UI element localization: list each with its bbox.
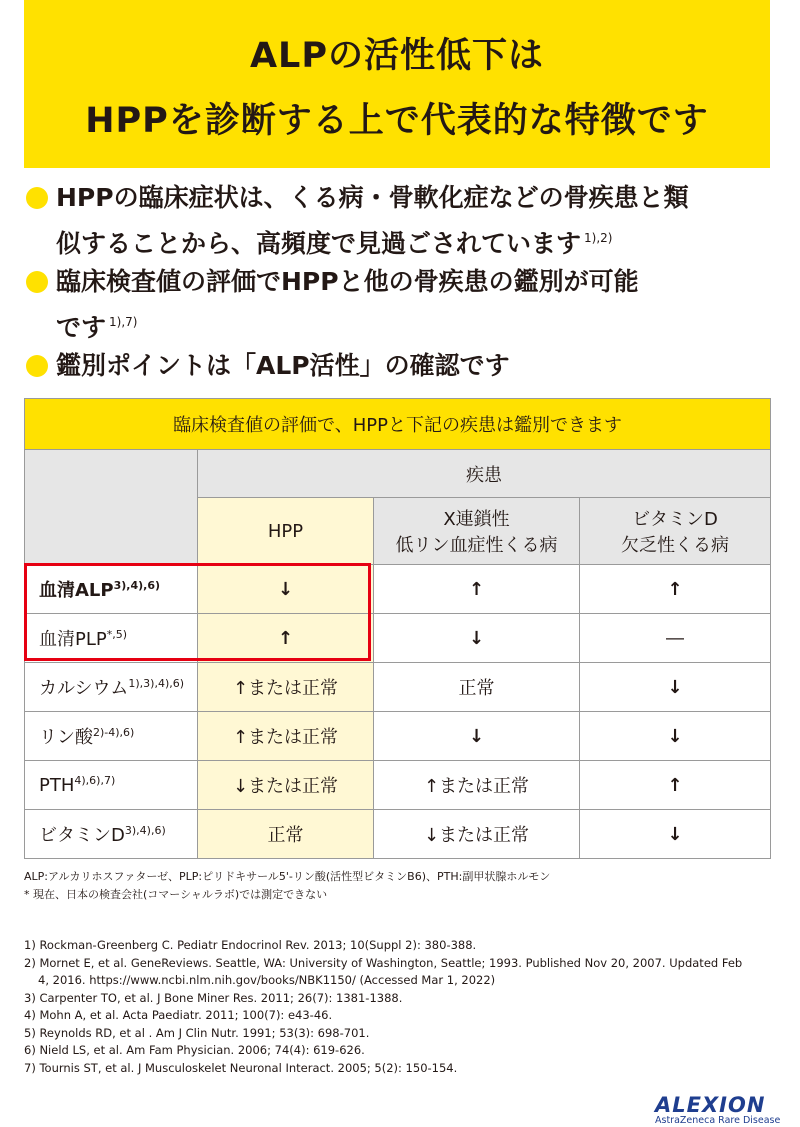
highlight-box	[24, 563, 371, 661]
bullet-dot-icon	[26, 187, 48, 209]
asterisk-note: * 現在、日本の検査会社(コマーシャルラボ)では測定できない	[24, 888, 328, 901]
title-line-2: HPPを診断する上で代表的な特徴です	[85, 101, 709, 141]
table-cell: ↑	[198, 614, 374, 663]
table-cell: ↓	[580, 810, 771, 859]
group-header: 疾患	[198, 450, 771, 498]
row-label: リン酸$^{2)-4),6)}$	[25, 712, 198, 761]
table-row	[25, 712, 771, 761]
table-cell: ↓	[580, 712, 771, 761]
table-cell: ↑または正常	[374, 761, 580, 810]
table-cell: ↑または正常	[198, 663, 374, 712]
table-cell: ↑または正常	[198, 712, 374, 761]
table-cell: ↓または正常	[374, 810, 580, 859]
bullet-dot-icon	[26, 271, 48, 293]
table-row	[25, 761, 771, 810]
column-header-vitd: ビタミンD 欠乏性くる病	[580, 498, 771, 565]
table-cell: ↓	[198, 565, 374, 614]
reference-list	[24, 937, 784, 1077]
table-cell: ↑	[374, 565, 580, 614]
row-label: 血清$PLP^{*,5)}$	[25, 614, 198, 663]
reference-item: 4) Mohn A, et al. Acta Paediatr. 2011; 100(7): e43-46.	[24, 1008, 333, 1022]
table-cell: 正常	[374, 663, 580, 712]
table-row	[25, 810, 771, 859]
row-label: 血清$ALP^{3),4),6)}$	[25, 565, 198, 614]
table-cell: 正常	[198, 810, 374, 859]
bullet-dot-icon	[26, 355, 48, 377]
reference-item: 1) Rockman-Greenberg C. Pediatr Endocrinol Rev. 2013; 10(Suppl 2): 380-388.	[24, 938, 477, 952]
title-line-1: ALPの活性低下は	[249, 36, 545, 76]
reference-item: 3) Carpenter TO, et al. J Bone Miner Res. 2011; 26(7): 1381-1388.	[24, 990, 403, 1005]
table-cell: ↓	[374, 712, 580, 761]
reference-item: 4, 2016. https://www.ncbi.nlm.nih.gov/books/NBK1150/ (Accessed Mar 1, 2022)	[38, 973, 496, 987]
row-label: カルシウム$^{1),3),4),6)}$	[25, 663, 198, 712]
table-row	[25, 663, 771, 712]
reference-item: 7) Tournis ST, et al. J Musculoskelet Neuronal Interact. 2005; 5(2): 150-154.	[24, 1060, 458, 1075]
row-label: $PTH^{4),6),7)}$	[25, 761, 198, 810]
table-cell: ―	[580, 614, 771, 663]
abbreviation-note: ALP:アルカリホスファターゼ、PLP:ピリドキサール5'-リン酸(活性型ビタミンB6)、PTH:副甲状腺ホルモン	[24, 870, 551, 883]
row-label: ビタミン$D^{3),4),6)}$	[25, 810, 198, 859]
reference-item: 6) Nield LS, et al. Am Fam Physician. 2006; 74(4): 619-626.	[24, 1043, 365, 1057]
table-cell: ↑	[580, 565, 771, 614]
title-banner	[24, 0, 770, 168]
column-header-xlh: X連鎖性 低リン血症性くる病	[374, 498, 580, 565]
table-cell: ↓	[374, 614, 580, 663]
alexion-logo: ALEXION AstraZeneca Rare Disease	[655, 1093, 781, 1126]
table-caption: 臨床検査値の評価で、HPPと下記の疾患は鑑別できます	[25, 399, 771, 450]
table-cell: ↓または正常	[198, 761, 374, 810]
table-cell: ↑	[580, 761, 771, 810]
column-header-hpp: HPP	[198, 498, 374, 565]
reference-item: 5) Reynolds RD, et al . Am J Clin Nutr. 1991; 53(3): 698-701.	[24, 1025, 370, 1040]
corner-cell	[25, 450, 198, 565]
reference-item: 2) Mornet E, et al. GeneReviews. Seattle, WA: University of Washington, Seattle; 1993. Published Nov 20, 2007. Updated Feb	[24, 955, 743, 970]
table-cell: ↓	[580, 663, 771, 712]
